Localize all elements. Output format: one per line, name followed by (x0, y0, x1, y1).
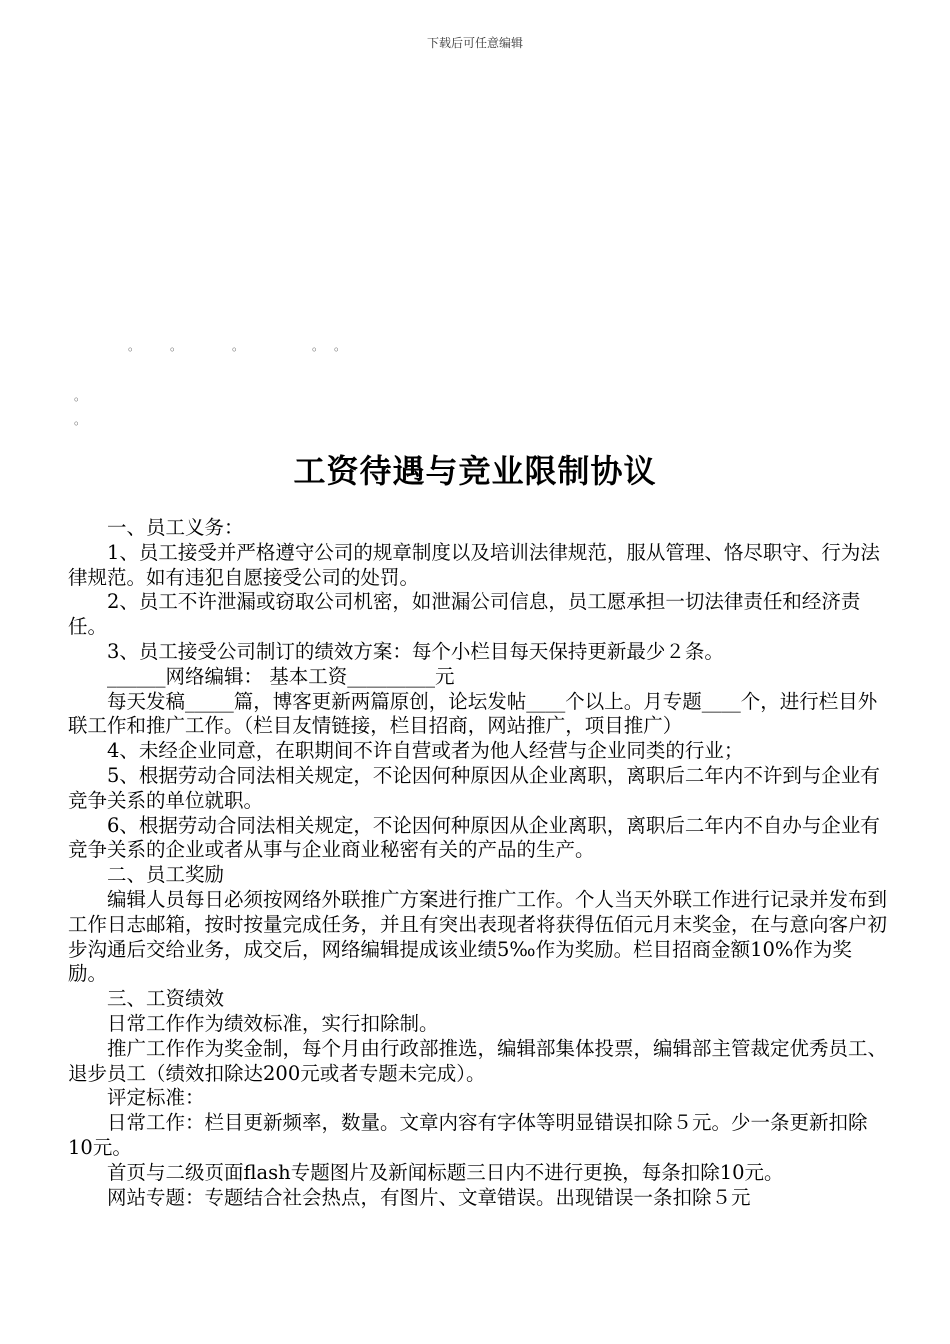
paragraph: 网站专题：专题结合社会热点，有图片、文章错误。出现错误一条扣除５元 (107, 1185, 751, 1209)
stray-mark: 。 (312, 339, 325, 353)
paragraph: 1、员工接受并严格遵守公司的规章制度以及培训法律规范，服从管理、恪尽职守、行为法律规范。如有违犯自愿接受公司的处罚。 (68, 540, 880, 589)
stray-mark: 。 (334, 339, 347, 353)
paragraph: 5、根据劳动合同法相关规定，不论因何种原因从企业离职，离职后二年内不许到与企业有竞争关系的单位就职。 (68, 763, 880, 812)
document-title: 工资待遇与竞业限制协议 (293, 452, 657, 490)
stray-mark: 。 (74, 413, 87, 427)
section-heading-performance: 三、工资绩效 (107, 987, 225, 1011)
section-heading-rewards: 二、员工奖励 (107, 863, 225, 887)
paragraph: 每天发稿_____篇，博客更新两篇原创，论坛发帖____个以上。月专题____个，进行栏目外联工作和推广工作。（栏目友情链接，栏目招商，网站推广，项目推广） (68, 689, 878, 738)
paragraph: 6、根据劳动合同法相关规定，不论因何种原因从企业离职，离职后二年内不自办与企业有竞争关系的企业或者从事与企业商业秘密有关的产品的生产。 (68, 813, 880, 862)
stray-mark: 。 (128, 339, 141, 353)
stray-mark: 。 (170, 339, 183, 353)
paragraph: 编辑人员每日必须按网络外联推广方案进行推广工作。个人当天外联工作进行记录并发布到工作日志邮箱，按时按量完成任务，并且有突出表现者将获得伍佰元月末奖金，在与意向客户初步沟通后交给业务，成交后，网络编辑提成该业绩5‰作为奖励。栏目招商金额10%作为奖励。 (68, 887, 888, 986)
paragraph: 日常工作作为绩效标准，实行扣除制。 (107, 1011, 439, 1035)
paragraph: ______网络编辑： 基本工资_________元 (107, 664, 455, 688)
section-heading-obligations: 一、员工义务： (107, 516, 244, 539)
header-note: 下载后可任意编辑 (426, 36, 523, 50)
stray-mark: 。 (74, 389, 87, 403)
paragraph: 2、员工不许泄漏或窃取公司机密，如泄漏公司信息，员工愿承担一切法律责任和经济责任。 (68, 590, 861, 639)
stray-mark: 。 (232, 339, 245, 353)
paragraph: 4、未经企业同意，在职期间不许自营或者为他人经营与企业同类的行业； (107, 739, 744, 763)
paragraph: 推广工作作为奖金制，每个月由行政部推选，编辑部集体投票，编辑部主管裁定优秀员工、退步员工（绩效扣除达200元或者专题未完成）。 (68, 1036, 888, 1085)
paragraph: 3、员工接受公司制订的绩效方案：每个小栏目每天保持更新最少２条。 (107, 639, 724, 663)
paragraph: 首页与二级页面flash专题图片及新闻标题三日内不进行更换，每条扣除10元。 (107, 1160, 784, 1184)
paragraph: 评定标准： (107, 1086, 205, 1110)
document-body (68, 516, 888, 1210)
paragraph: 日常工作：栏目更新频率，数量。文章内容有字体等明显错误扣除５元。少一条更新扣除10元。 (68, 1111, 868, 1159)
